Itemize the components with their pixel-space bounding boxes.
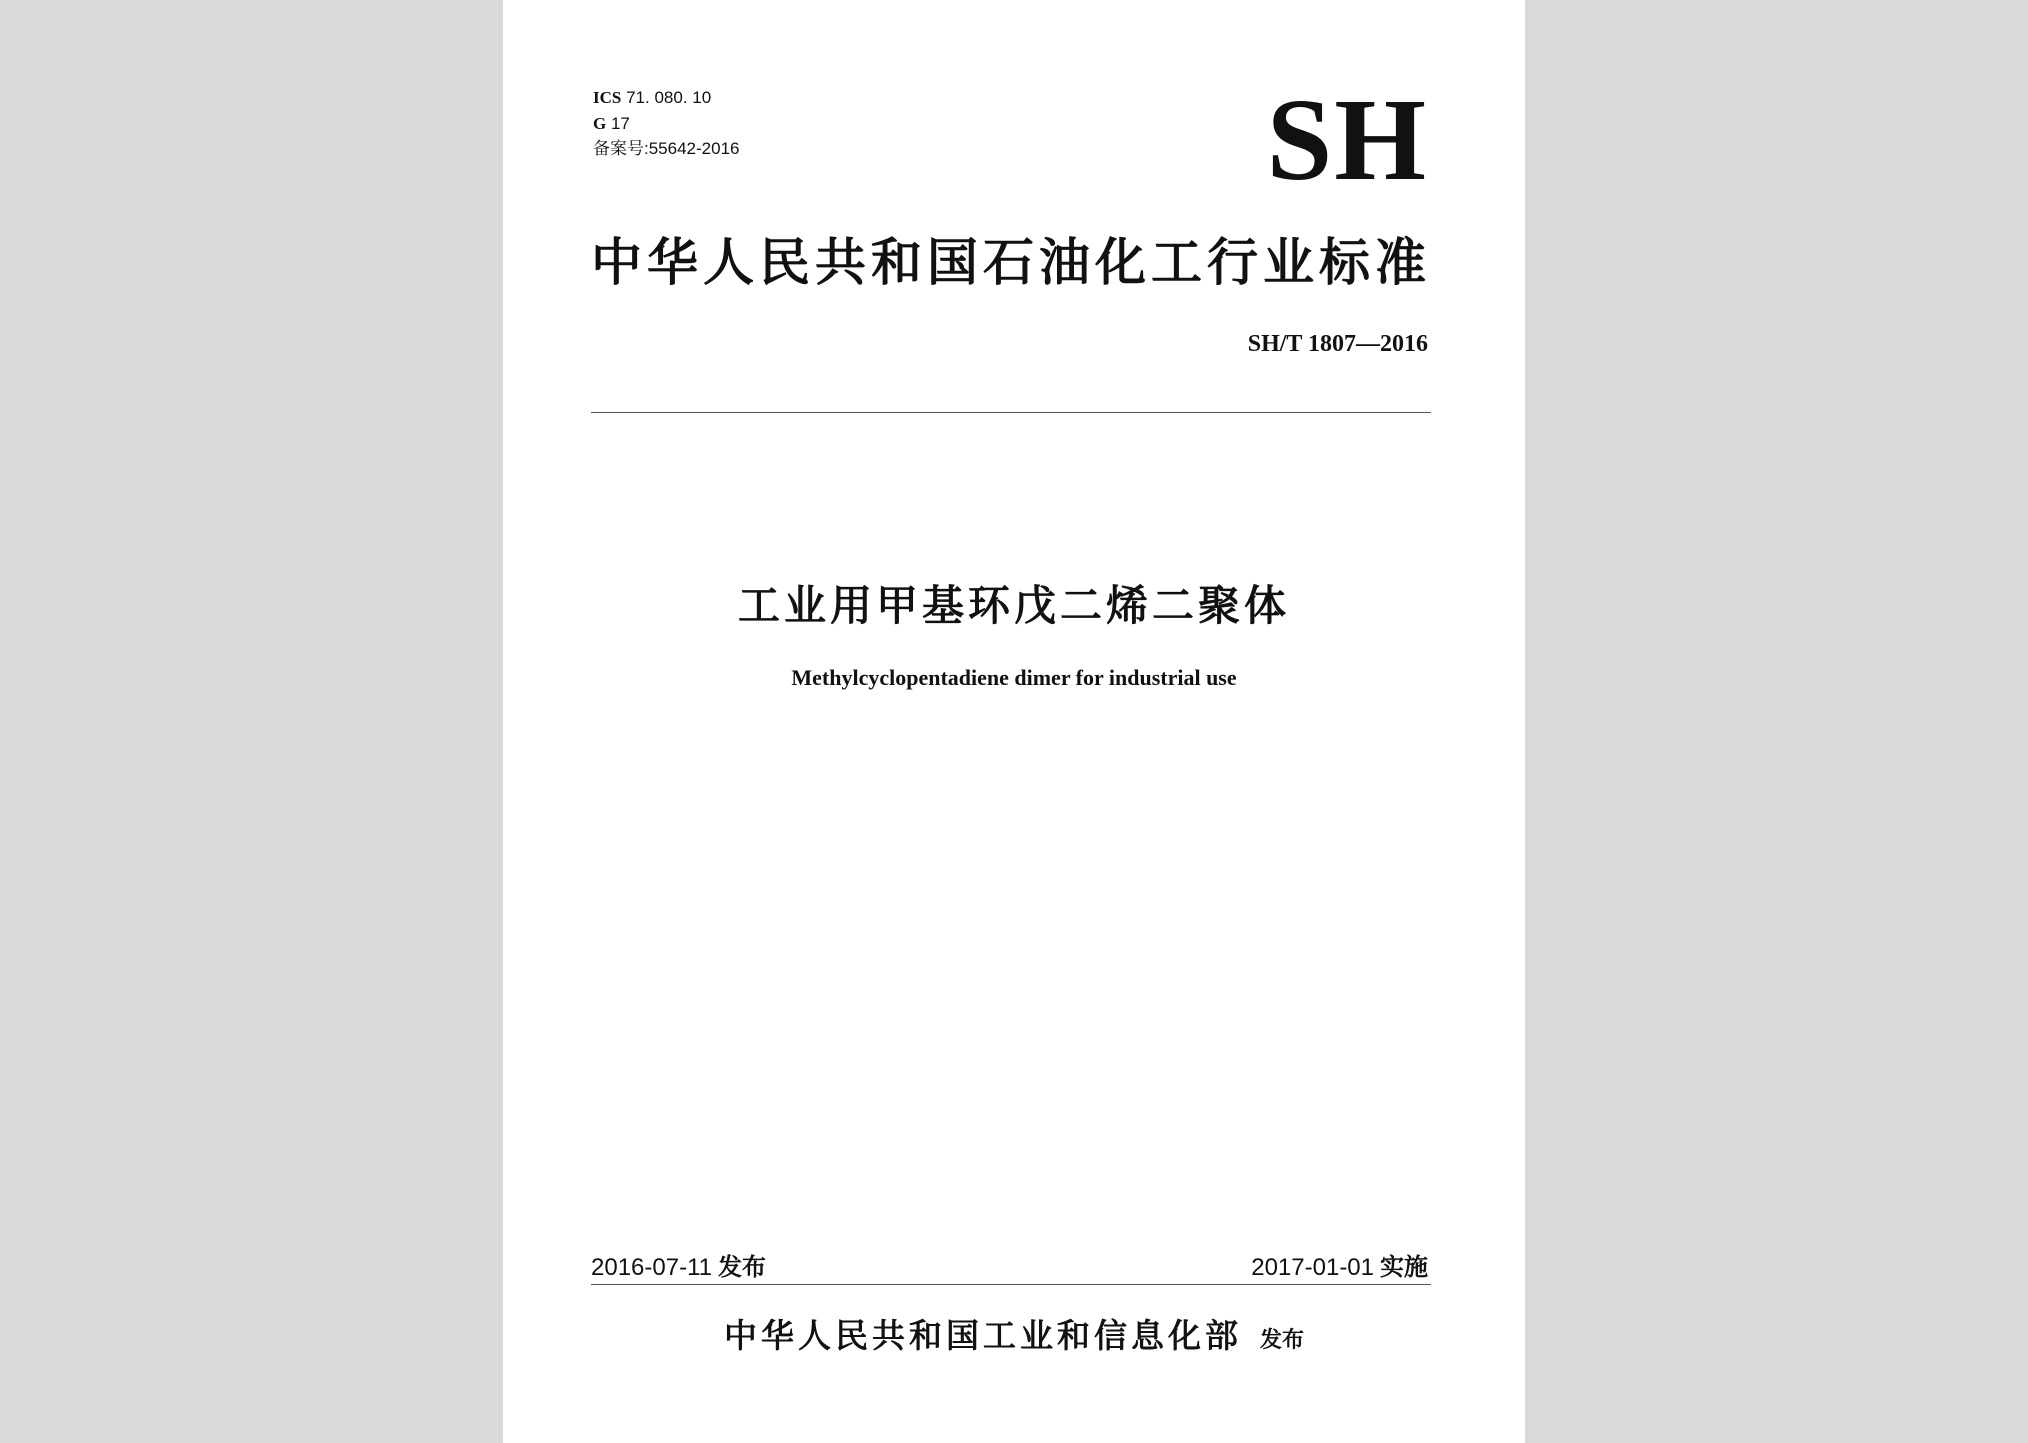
issue-date-label: 发布 (717, 1253, 766, 1281)
issue-date-value: 2016-07-11 (591, 1254, 712, 1281)
document-title-en: Methylcyclopentadiene dimer for industrial use (791, 665, 1237, 690)
sh-logo: SH (1266, 74, 1428, 205)
document-title-cn: 工业用甲基环戊二烯二聚体 (737, 581, 1290, 630)
bottom-divider (591, 1284, 1431, 1285)
ics-value: 71. 080. 10 (626, 88, 712, 107)
publisher-org: 中华人民共和国工业和信息化部 (723, 1316, 1242, 1355)
record-number: 备案号:55642-2016 (593, 139, 740, 158)
standard-code: SH/T 1807—2016 (1247, 331, 1428, 357)
classification-label: G (593, 114, 607, 133)
implementation-date (1251, 1252, 1428, 1283)
ics-label: ICS (593, 88, 622, 107)
standard-title: 中华人民共和国石油化工行业标准 (591, 234, 1432, 293)
ics-code (593, 88, 711, 108)
publisher-label: 发布 (1259, 1328, 1304, 1353)
top-divider (591, 412, 1431, 413)
implementation-date-value: 2017-01-01 (1251, 1254, 1374, 1281)
classification-code (593, 114, 630, 134)
document-page (503, 0, 1525, 1443)
implementation-date-label: 实施 (1380, 1253, 1428, 1281)
issue-date (591, 1252, 766, 1283)
classification-value: 17 (610, 114, 630, 133)
publisher (503, 1310, 1525, 1357)
